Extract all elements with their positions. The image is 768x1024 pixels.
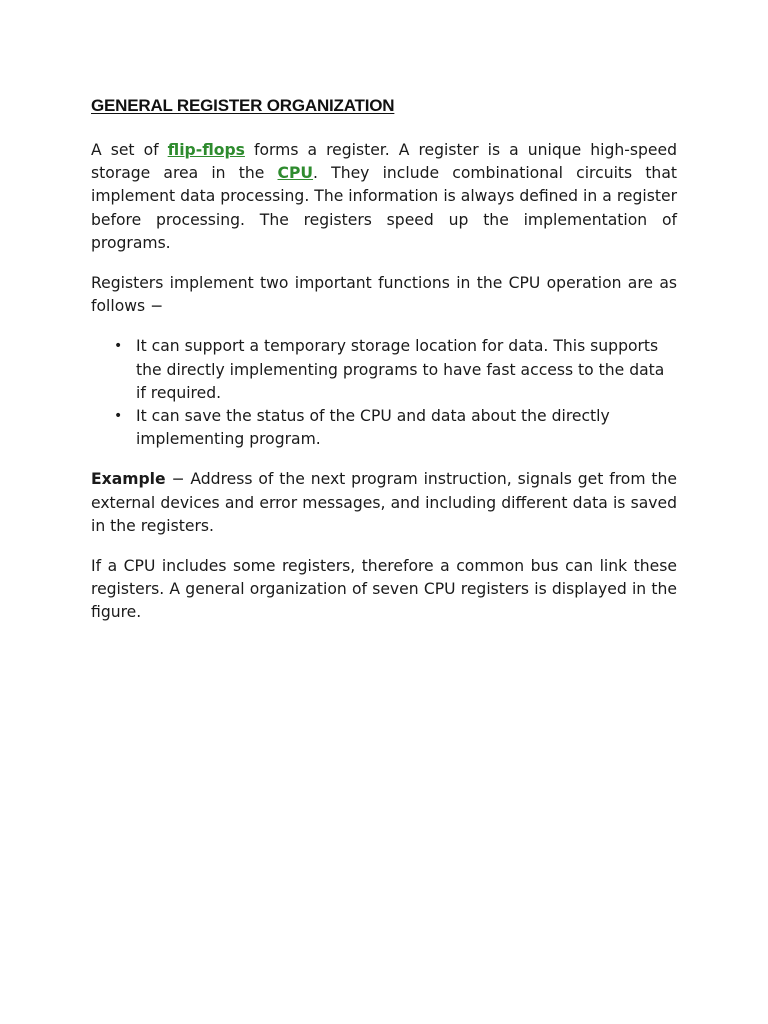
intro-paragraph: [91, 139, 677, 255]
functions-list: [91, 335, 677, 451]
cpu-link[interactable]: CPU: [277, 164, 314, 183]
flip-flops-link[interactable]: flip-flops: [167, 141, 245, 159]
page-title: GENERAL REGISTER ORGANIZATION: [91, 96, 395, 115]
example-paragraph: [91, 468, 677, 538]
example-label: Example: [91, 470, 166, 489]
list-item: [114, 335, 677, 405]
bus-paragraph: If a CPU includes some registers, therefore a common bus can link these registers. A general organization of seven CPU registers is displayed in the figure.: [91, 557, 677, 622]
intro-text-start: A set of: [91, 141, 168, 159]
example-text: − Address of the next program instruction, signals get from the external devices and error messages, and including different data is saved in the registers.: [91, 470, 677, 535]
intro-text-middle: forms a register. A register is a unique high-speed storage area in the: [91, 141, 677, 183]
bullet-icon: •: [114, 338, 123, 355]
functions-paragraph: Registers implement two important functions in the CPU operation are as follows −: [91, 274, 677, 316]
list-item-text: It can support a temporary storage location for data. This supports the directly implementing programs to have fast access to the data if required.: [136, 337, 665, 402]
bullet-icon: •: [114, 408, 123, 425]
document-page: [91, 94, 677, 642]
list-item: [114, 405, 677, 451]
list-item-text: It can save the status of the CPU and data about the directly implementing program.: [136, 407, 610, 449]
intro-text-end: . They include combinational circuits that implement data processing. The information is always defined in a register before processing. The registers speed up the implementation of programs.: [91, 164, 677, 252]
